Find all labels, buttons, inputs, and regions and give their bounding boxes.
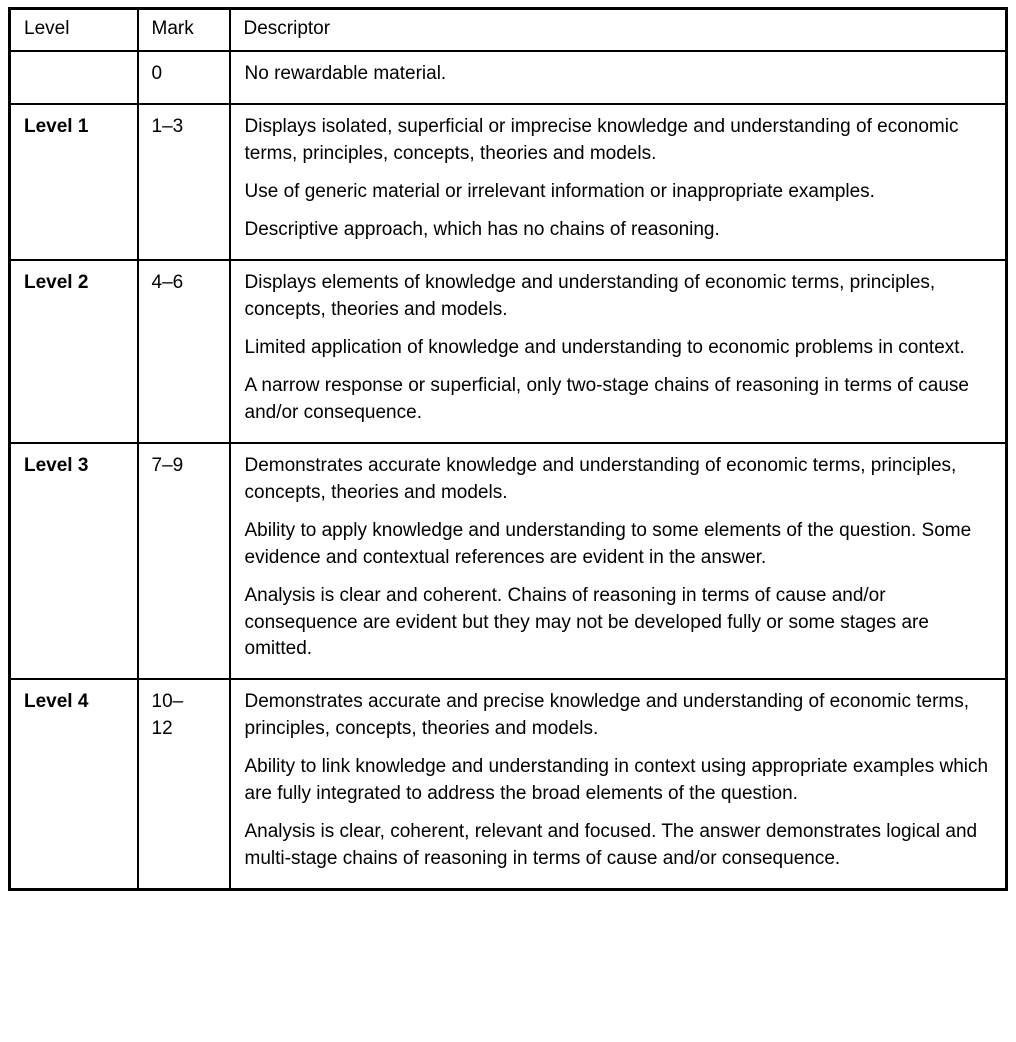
mark-scheme-table xyxy=(8,7,1008,891)
descriptor-cell xyxy=(230,51,1007,104)
level-cell: Level 4 xyxy=(10,679,138,889)
mark-cell: 10–​12 xyxy=(138,679,230,889)
header-row xyxy=(10,9,1007,51)
level-cell: Level 3 xyxy=(10,443,138,680)
descriptor-cell xyxy=(230,104,1007,260)
descriptor-paragraph: Analysis is clear and coherent. Chains of reasoning in terms of cause and/or consequence are evident but they may not be developed fully or some stages are omitted. xyxy=(244,584,929,660)
descriptor-paragraph: A narrow response or superficial, only two-stage chains of reasoning in terms of cause and/or consequence. xyxy=(244,374,969,423)
descriptor-cell xyxy=(230,260,1007,443)
descriptor-paragraph: Ability to apply knowledge and understanding to some elements of the question. Some evidence and contextual references are evident in the answer. xyxy=(244,519,972,568)
level-cell xyxy=(10,51,138,104)
level-cell: Level 2 xyxy=(10,260,138,443)
mark-cell: 7–​9 xyxy=(138,443,230,680)
column-header-level: Level xyxy=(10,9,138,51)
mark-cell: 4–​6 xyxy=(138,260,230,443)
table-row xyxy=(10,260,1007,443)
table-body xyxy=(10,51,1007,890)
table-row xyxy=(10,51,1007,104)
descriptor-paragraph: No rewardable material. xyxy=(244,62,447,84)
descriptor-paragraph: Analysis is clear, coherent, relevant and focused. The answer demonstrates logical and multi-stage chains of reasoning in terms of cause and/or consequence. xyxy=(244,821,978,870)
level-cell: Level 1 xyxy=(10,104,138,260)
descriptor-paragraph: Displays isolated, superficial or imprecise knowledge and understanding of economic terms, principles, concepts, theories and models. xyxy=(244,115,959,164)
column-header-mark: Mark xyxy=(138,9,230,51)
descriptor-paragraph: Displays elements of knowledge and understanding of economic terms, principles, concepts, theories and models. xyxy=(244,271,936,320)
descriptor-cell xyxy=(230,443,1007,680)
column-header-descriptor: Descriptor xyxy=(230,9,1007,51)
table-row xyxy=(10,679,1007,889)
table-row xyxy=(10,443,1007,680)
descriptor-paragraph: Demonstrates accurate and precise knowledge and understanding of economic terms, principles, concepts, theories and models. xyxy=(244,691,970,740)
table-row xyxy=(10,104,1007,260)
mark-cell: 0 xyxy=(138,51,230,104)
mark-cell: 1–​3 xyxy=(138,104,230,260)
descriptor-paragraph: Ability to link knowledge and understanding in context using appropriate examples which are fully integrated to address the broad elements of the question. xyxy=(244,756,989,805)
descriptor-paragraph: Use of generic material or irrelevant information or inappropriate examples. xyxy=(244,180,875,202)
descriptor-paragraph: Demonstrates accurate knowledge and understanding of economic terms, principles, concepts, theories and models. xyxy=(244,454,957,503)
descriptor-paragraph: Limited application of knowledge and understanding to economic problems in context. xyxy=(244,336,965,358)
descriptor-cell xyxy=(230,679,1007,889)
descriptor-paragraph: Descriptive approach, which has no chains of reasoning. xyxy=(244,218,720,240)
